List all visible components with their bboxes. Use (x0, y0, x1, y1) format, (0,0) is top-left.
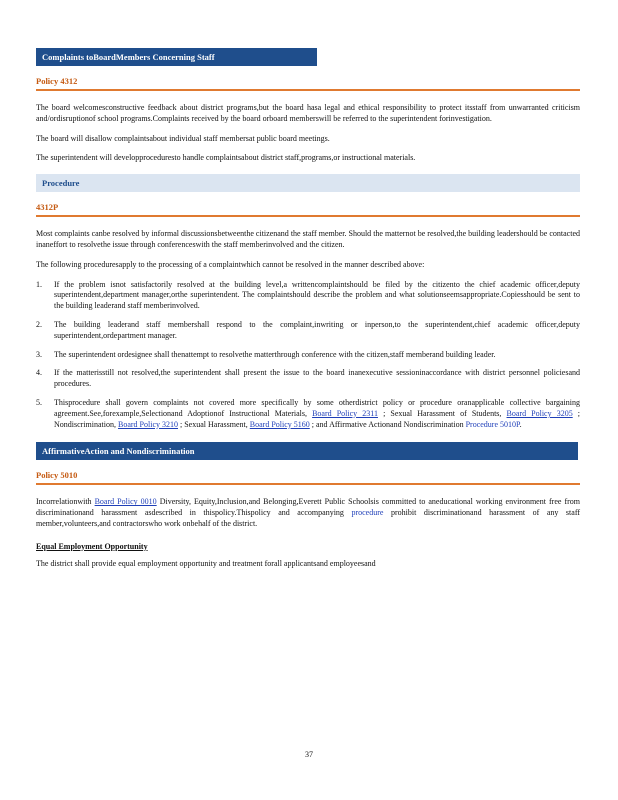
list-text: ; Sexual Harassment, (180, 419, 248, 429)
procedure-ref: procedure (351, 508, 384, 518)
section-header-text: Complaints toBoardMembers Concerning Staff (42, 52, 215, 62)
procedure-list (36, 280, 580, 431)
section-header-procedure (36, 174, 580, 192)
paragraph-text: prohibit discriminationand harassment of any staff member,volunteers,and contractorswho work onbehalf of the district. (36, 508, 581, 528)
list-text: Thisprocedure shall govern complaints not covered more specifically by some otherdistrict policy or procedure oranapplicable collective bargaining agreement.See,forexample,Selectionand Adoptionof Instructional Materials, (54, 397, 580, 418)
board-policy-3205-link[interactable]: Board Policy 3205 (506, 408, 573, 418)
page-number: 37 (305, 750, 313, 759)
section-header-text: AffirmativeAction and Nondiscrimination (42, 446, 195, 457)
document-page (36, 48, 580, 570)
list-number: 2. (36, 319, 42, 329)
list-text: If the matterisstill not resolved,the superintendent shall present the issue to the board inanexecutive sessioninaccordance with district personnel policiesand procedures. (54, 368, 580, 389)
list-text: ; and Affirmative Actionand Nondiscrimination (311, 419, 464, 429)
board-policy-3210-link[interactable]: Board Policy 3210 (118, 419, 178, 429)
list-text: ; Sexual Harassment of Students, (383, 408, 502, 418)
paragraph-text: Diversity, Equity,Inclusion,and Belonging,Everett Public Schoolsis committed to aneducational working environment free from discriminationand harassment asdescribed in thispolicy.Thispolicy and accompanying (36, 497, 581, 518)
list-number: 1. (36, 279, 42, 289)
list-number: 3. (36, 349, 42, 359)
paragraph: The superintendent will developproceduresto handle complaintsabout district staff,programs,or instructional materials. (36, 153, 416, 163)
section-header-text: Procedure (42, 178, 80, 189)
paragraph: The following proceduresapply to the processing of a complaintwhich cannot be resolved in the manner described above: (36, 259, 425, 269)
list-text: The superintendent ordesignee shall thenattempt to resolvethe matterthrough conference with the citizen,staff memberand building leader. (54, 349, 496, 359)
paragraph: The board will disallow complaintsabout individual staff membersat public board meetings. (36, 133, 330, 143)
list-text: The building leaderand staff membershall respond to the complaint,inwriting or inperson,to the superintendent,chief academic officer,deputy superintendent,ordepartment manager. (54, 319, 580, 340)
list-item (36, 280, 580, 312)
list-number: 5. (36, 397, 42, 407)
paragraph: The district shall provide equal employment opportunity and treatment forall applicantsand employeesand (36, 558, 376, 568)
list-item (36, 320, 580, 342)
subheading-equal-employment: Equal Employment Opportunity (36, 541, 148, 551)
section-header-affirmative-action (36, 442, 580, 460)
board-policy-2311-link[interactable]: Board Policy 2311 (312, 408, 378, 418)
policy-label-5010: Policy 5010 (36, 460, 580, 485)
list-number: 4. (36, 368, 42, 378)
paragraph-text: Incorrelationwith (36, 497, 92, 507)
list-text: If the problem isnot satisfactorily resolved at the building level,a writtencomplaintshould be filed by the citizento the chief academic officer,deputy superintendent,department manager,orthe superintendent. The complaintshould describe the problem and what solutionseemsappropriate.Copiesshould be sent to the building leaderand staff memberinvolved. (54, 279, 580, 311)
policy-label-4312: Policy 4312 (36, 66, 580, 91)
list-item (36, 398, 580, 430)
board-policy-5160-link[interactable]: Board Policy 5160 (249, 419, 310, 429)
paragraph: Most complaints canbe resolved by informal discussionsbetweenthe citizenand the staff member. Should the matternot be resolved,the building leadershould be contacted inaneffort to resolvethe issue through conferenceswith the staff memberinvolved and the citizen. (36, 229, 580, 249)
board-policy-0010-link[interactable]: Board Policy 0010 (94, 497, 157, 507)
list-item (36, 368, 580, 390)
section-header-complaints (36, 48, 319, 66)
list-text: ; Nondiscrimination, (54, 408, 581, 429)
list-text: . (519, 419, 522, 429)
paragraph (36, 497, 580, 529)
list-item (36, 350, 580, 361)
procedure-5010p-ref: Procedure 5010P (465, 419, 520, 429)
procedure-label-4312p: 4312P (36, 192, 580, 217)
paragraph: The board welcomesconstructive feedback about district programs,but the board hasa legal and ethical responsibility to protect itsstaff from unwarranted criticism and/ordisruptionof school programs.Complaints received by the board orboard memberswill be referred to the superintendent forinvestigation. (36, 103, 580, 123)
